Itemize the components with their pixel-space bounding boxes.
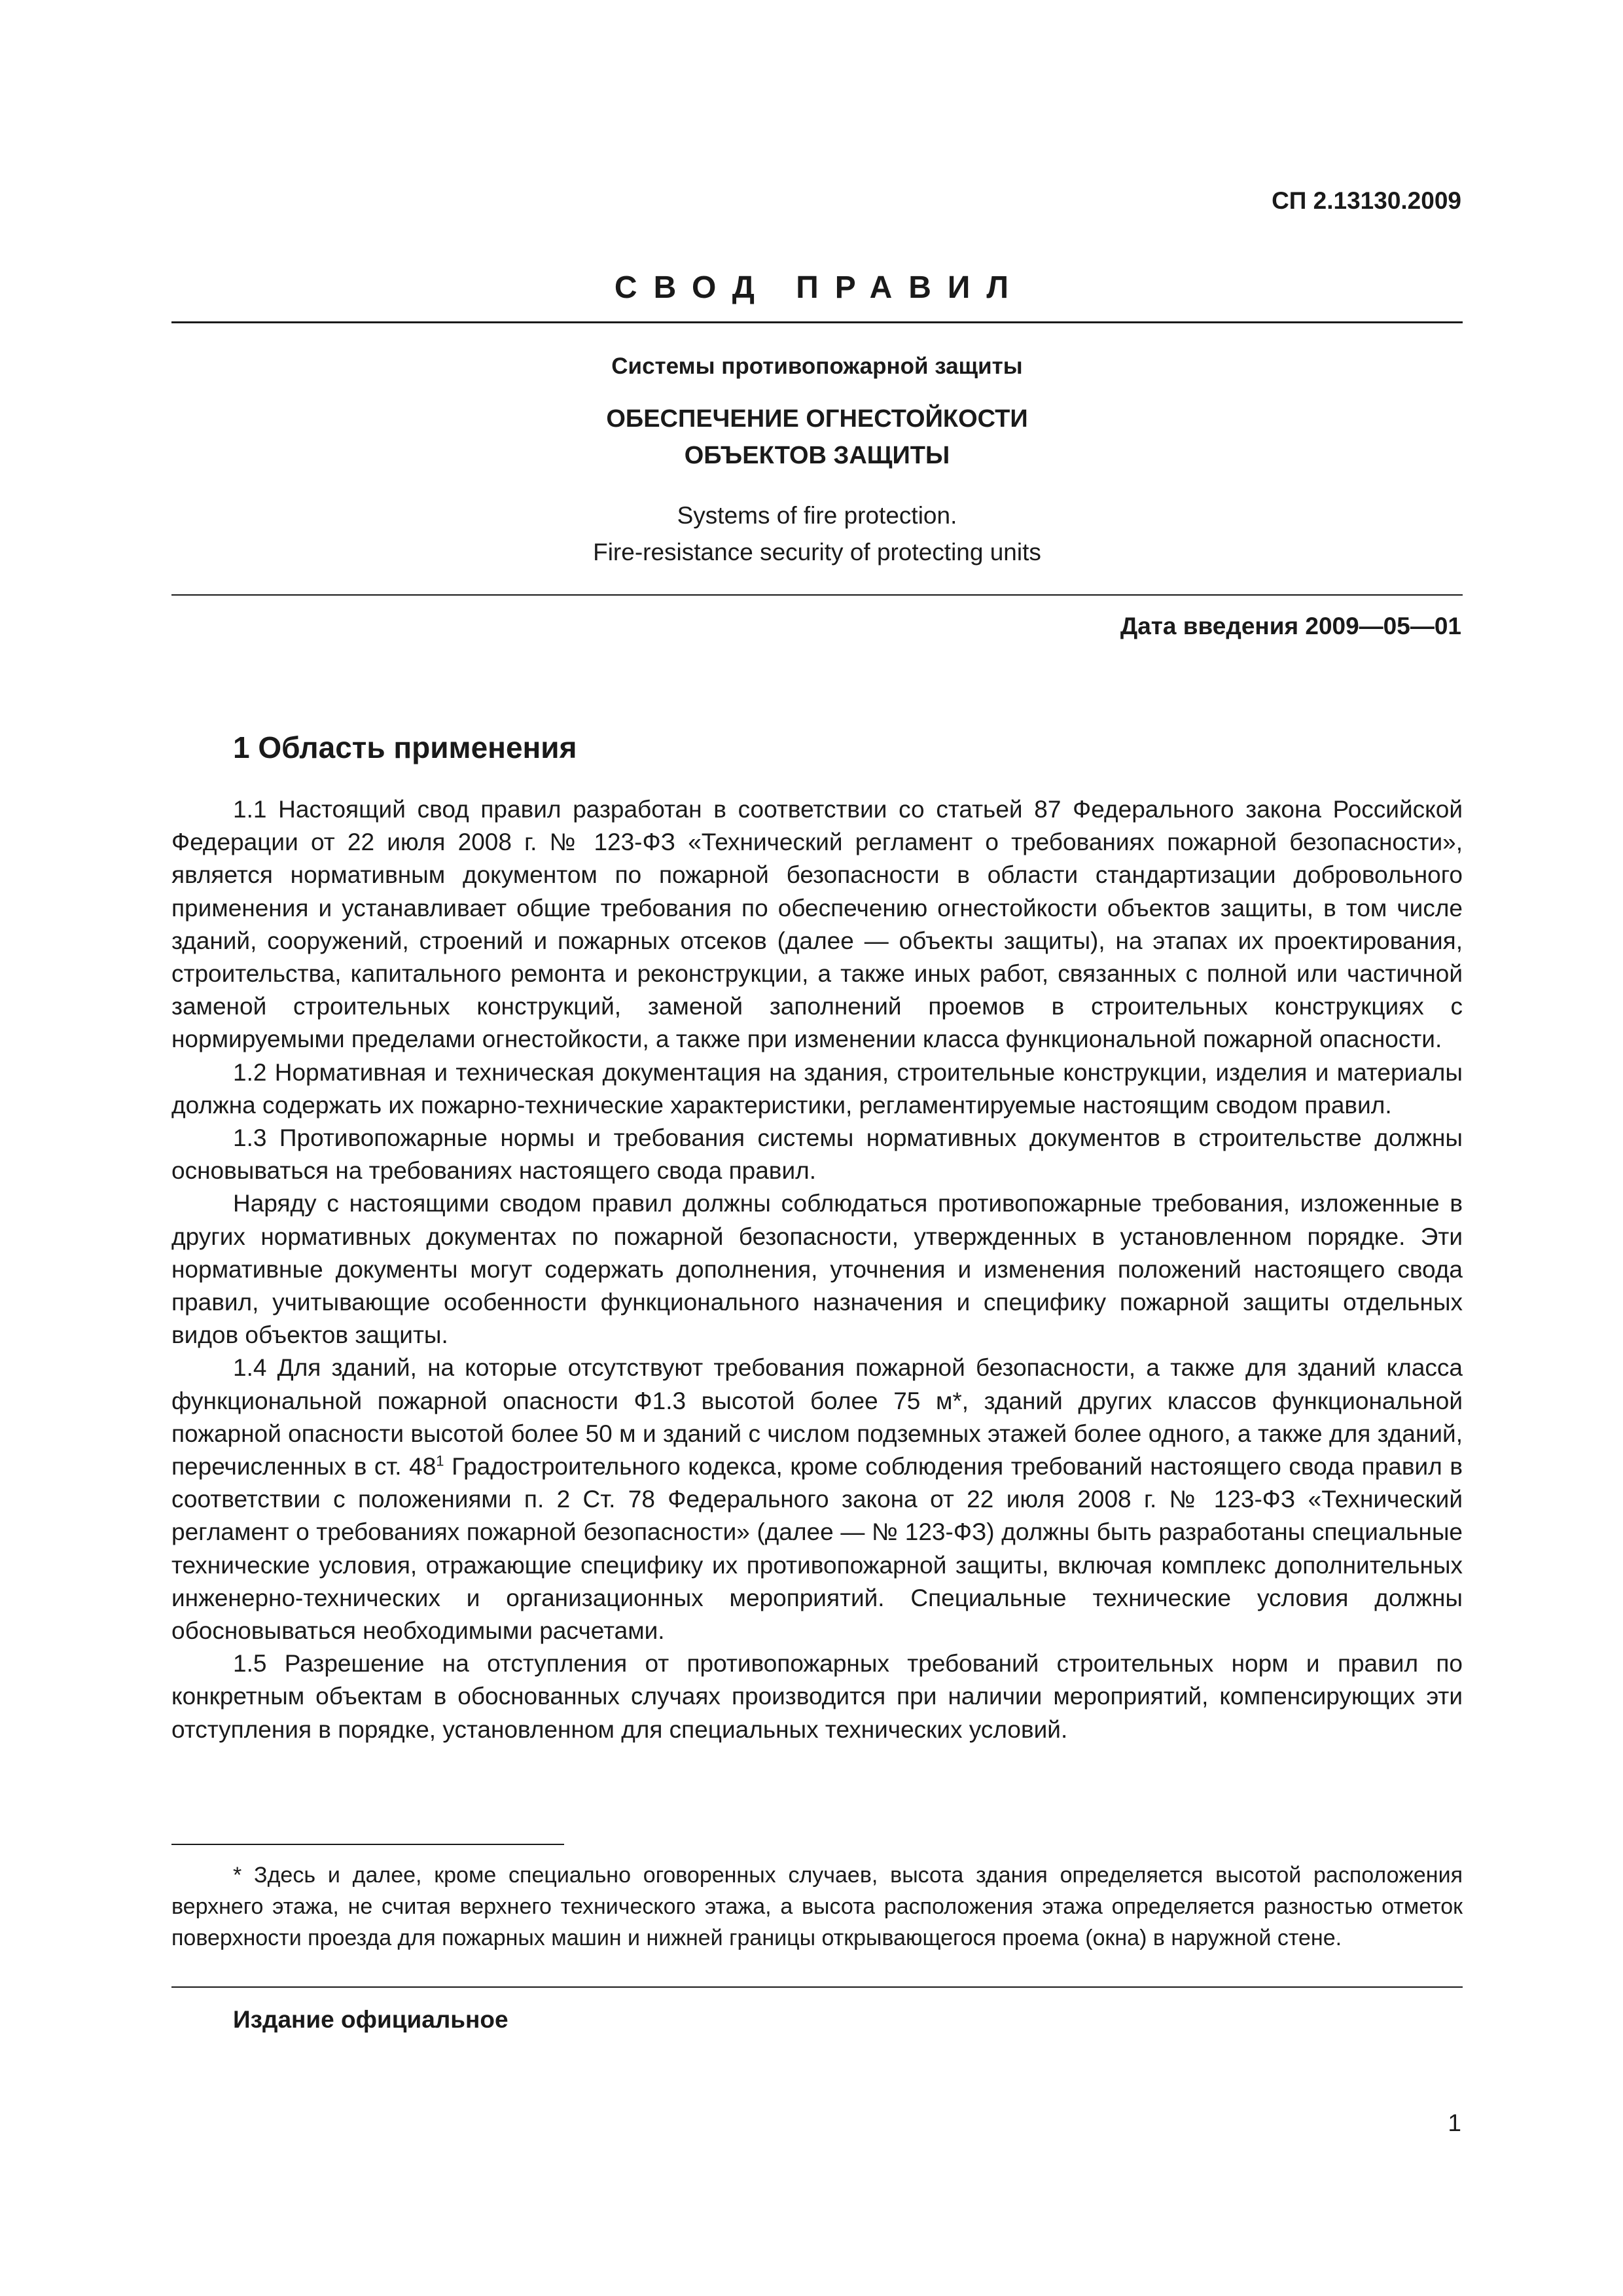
english-title-line-2: Fire-resistance security of protecting units bbox=[593, 539, 1041, 565]
section-body bbox=[171, 793, 1463, 1746]
paragraph-1-2: 1.2 Нормативная и техническая документация на здания, строительные конструкции, изделия и материалы должна содержать их пожарно-технические характеристики, регламентируемые настоящим сводом правил. bbox=[171, 1058, 1463, 1119]
footnote bbox=[171, 1859, 1463, 1954]
section-heading: 1 Область применения bbox=[233, 730, 577, 764]
document-title bbox=[171, 401, 1463, 474]
paragraph-1-1: 1.1 Настоящий свод правил разработан в соответствии со статьей 87 Федерального закона Российской Федерации от 22 июля 2008 г. № 123-ФЗ «Технический регламент о требованиях пожарной безопасности», является нормативным документом по пожарной безопасности в области стандартизации добровольного применения и устанавливает общие требования по обеспечению огнестойкости объектов защиты, в том числе зданий, сооружений, строений и пожарных отсеков (далее — объекты защиты), на этапах их проектирования, строительства, капитального ремонта и реконструкции, а также иных работ, связанных с полной или частичной заменой строительных конструкций, заменой заполнений проемов в строительных конструкциях с нормируемыми пределами огнестойкости, а также при изменении класса функциональной пожарной опасности. bbox=[171, 796, 1463, 1053]
english-title-line-1: Systems of fire protection. bbox=[677, 502, 957, 529]
title-rule-bottom bbox=[171, 594, 1463, 596]
title-rule-top bbox=[171, 321, 1463, 323]
introduction-date: Дата введения 2009—05—01 bbox=[1120, 613, 1461, 639]
official-edition-label: Издание официальное bbox=[233, 2006, 508, 2033]
paragraph-1-3: 1.3 Противопожарные нормы и требования системы нормативных документов в строительстве должны основываться на требованиях настоящего свода правил. bbox=[171, 1124, 1463, 1185]
page-number: 1 bbox=[1448, 2109, 1461, 2136]
main-title: СВОД ПРАВИЛ bbox=[614, 270, 1026, 305]
paragraph-1-4-part-b: Градостроительного кодекса, кроме соблюдения требований настоящего свода правил в соответствии с положениями п. 2 Ст. 78 Федерального закона от 22 июля 2008 г. № 123-ФЗ «Технический регламент о требованиях пожарной безопасности» (далее — № 123-ФЗ) должны быть разработаны специальные технические условия, отражающие специфику их противопожарной защиты, включая комплекс дополнительных инженерно-технических и организационных мероприятий. Специальные технические условия должны обосновываться необходимыми расчетами. bbox=[171, 1453, 1463, 1645]
english-title bbox=[171, 497, 1463, 571]
document-code: СП 2.13130.2009 bbox=[1272, 187, 1461, 214]
systems-title: Системы противопожарной защиты bbox=[611, 353, 1023, 379]
document-title-line-2: ОБЪЕКТОВ ЗАЩИТЫ bbox=[684, 442, 950, 469]
footnote-separator bbox=[171, 1844, 564, 1845]
footnote-text: * Здесь и далее, кроме специально оговоренных случаев, высота здания определяется высотой расположения верхнего этажа, не считая верхнего технического этажа, а высота расположения этажа определяется разностью отметок поверхности проезда для пожарных машин и нижней границы открывающегося проема (окна) в наружной стене. bbox=[171, 1863, 1463, 1950]
document-title-line-1: ОБЕСПЕЧЕНИЕ ОГНЕСТОЙКОСТИ bbox=[606, 405, 1028, 433]
paragraph-1-5: 1.5 Разрешение на отступления от противопожарных требований строительных норм и правил по конкретным объектам в обоснованных случаях производится при наличии мероприятий, компенсирующих эти отступления в порядке, установленном для специальных технических условий. bbox=[171, 1650, 1463, 1743]
paragraph-1-4 bbox=[171, 1352, 1463, 1647]
superscript-reference: 1 bbox=[436, 1452, 444, 1469]
paragraph-1-3-continued: Наряду с настоящими сводом правил должны соблюдаться противопожарные требования, изложенные в других нормативных документах по пожарной безопасности, утвержденных в установленном порядке. Эти нормативные документы могут содержать дополнения, уточнения и изменения положений настоящего свода правил, учитывающие особенности функционального назначения и специфику пожарной защиты отдельных видов объектов защиты. bbox=[171, 1190, 1463, 1349]
footer-rule bbox=[171, 1986, 1463, 1988]
paragraph-1-4-part-a: 1.4 Для зданий, на которые отсутствуют требования пожарной безопасности, а также для зданий класса функциональной пожарной опасности Ф1.3 высотой более 75 м*, зданий других классов функциональной пожарной опасности высотой более 50 м и зданий с числом подземных этажей более одного, а также для зданий, перечисленных в ст. 48 bbox=[171, 1354, 1463, 1480]
